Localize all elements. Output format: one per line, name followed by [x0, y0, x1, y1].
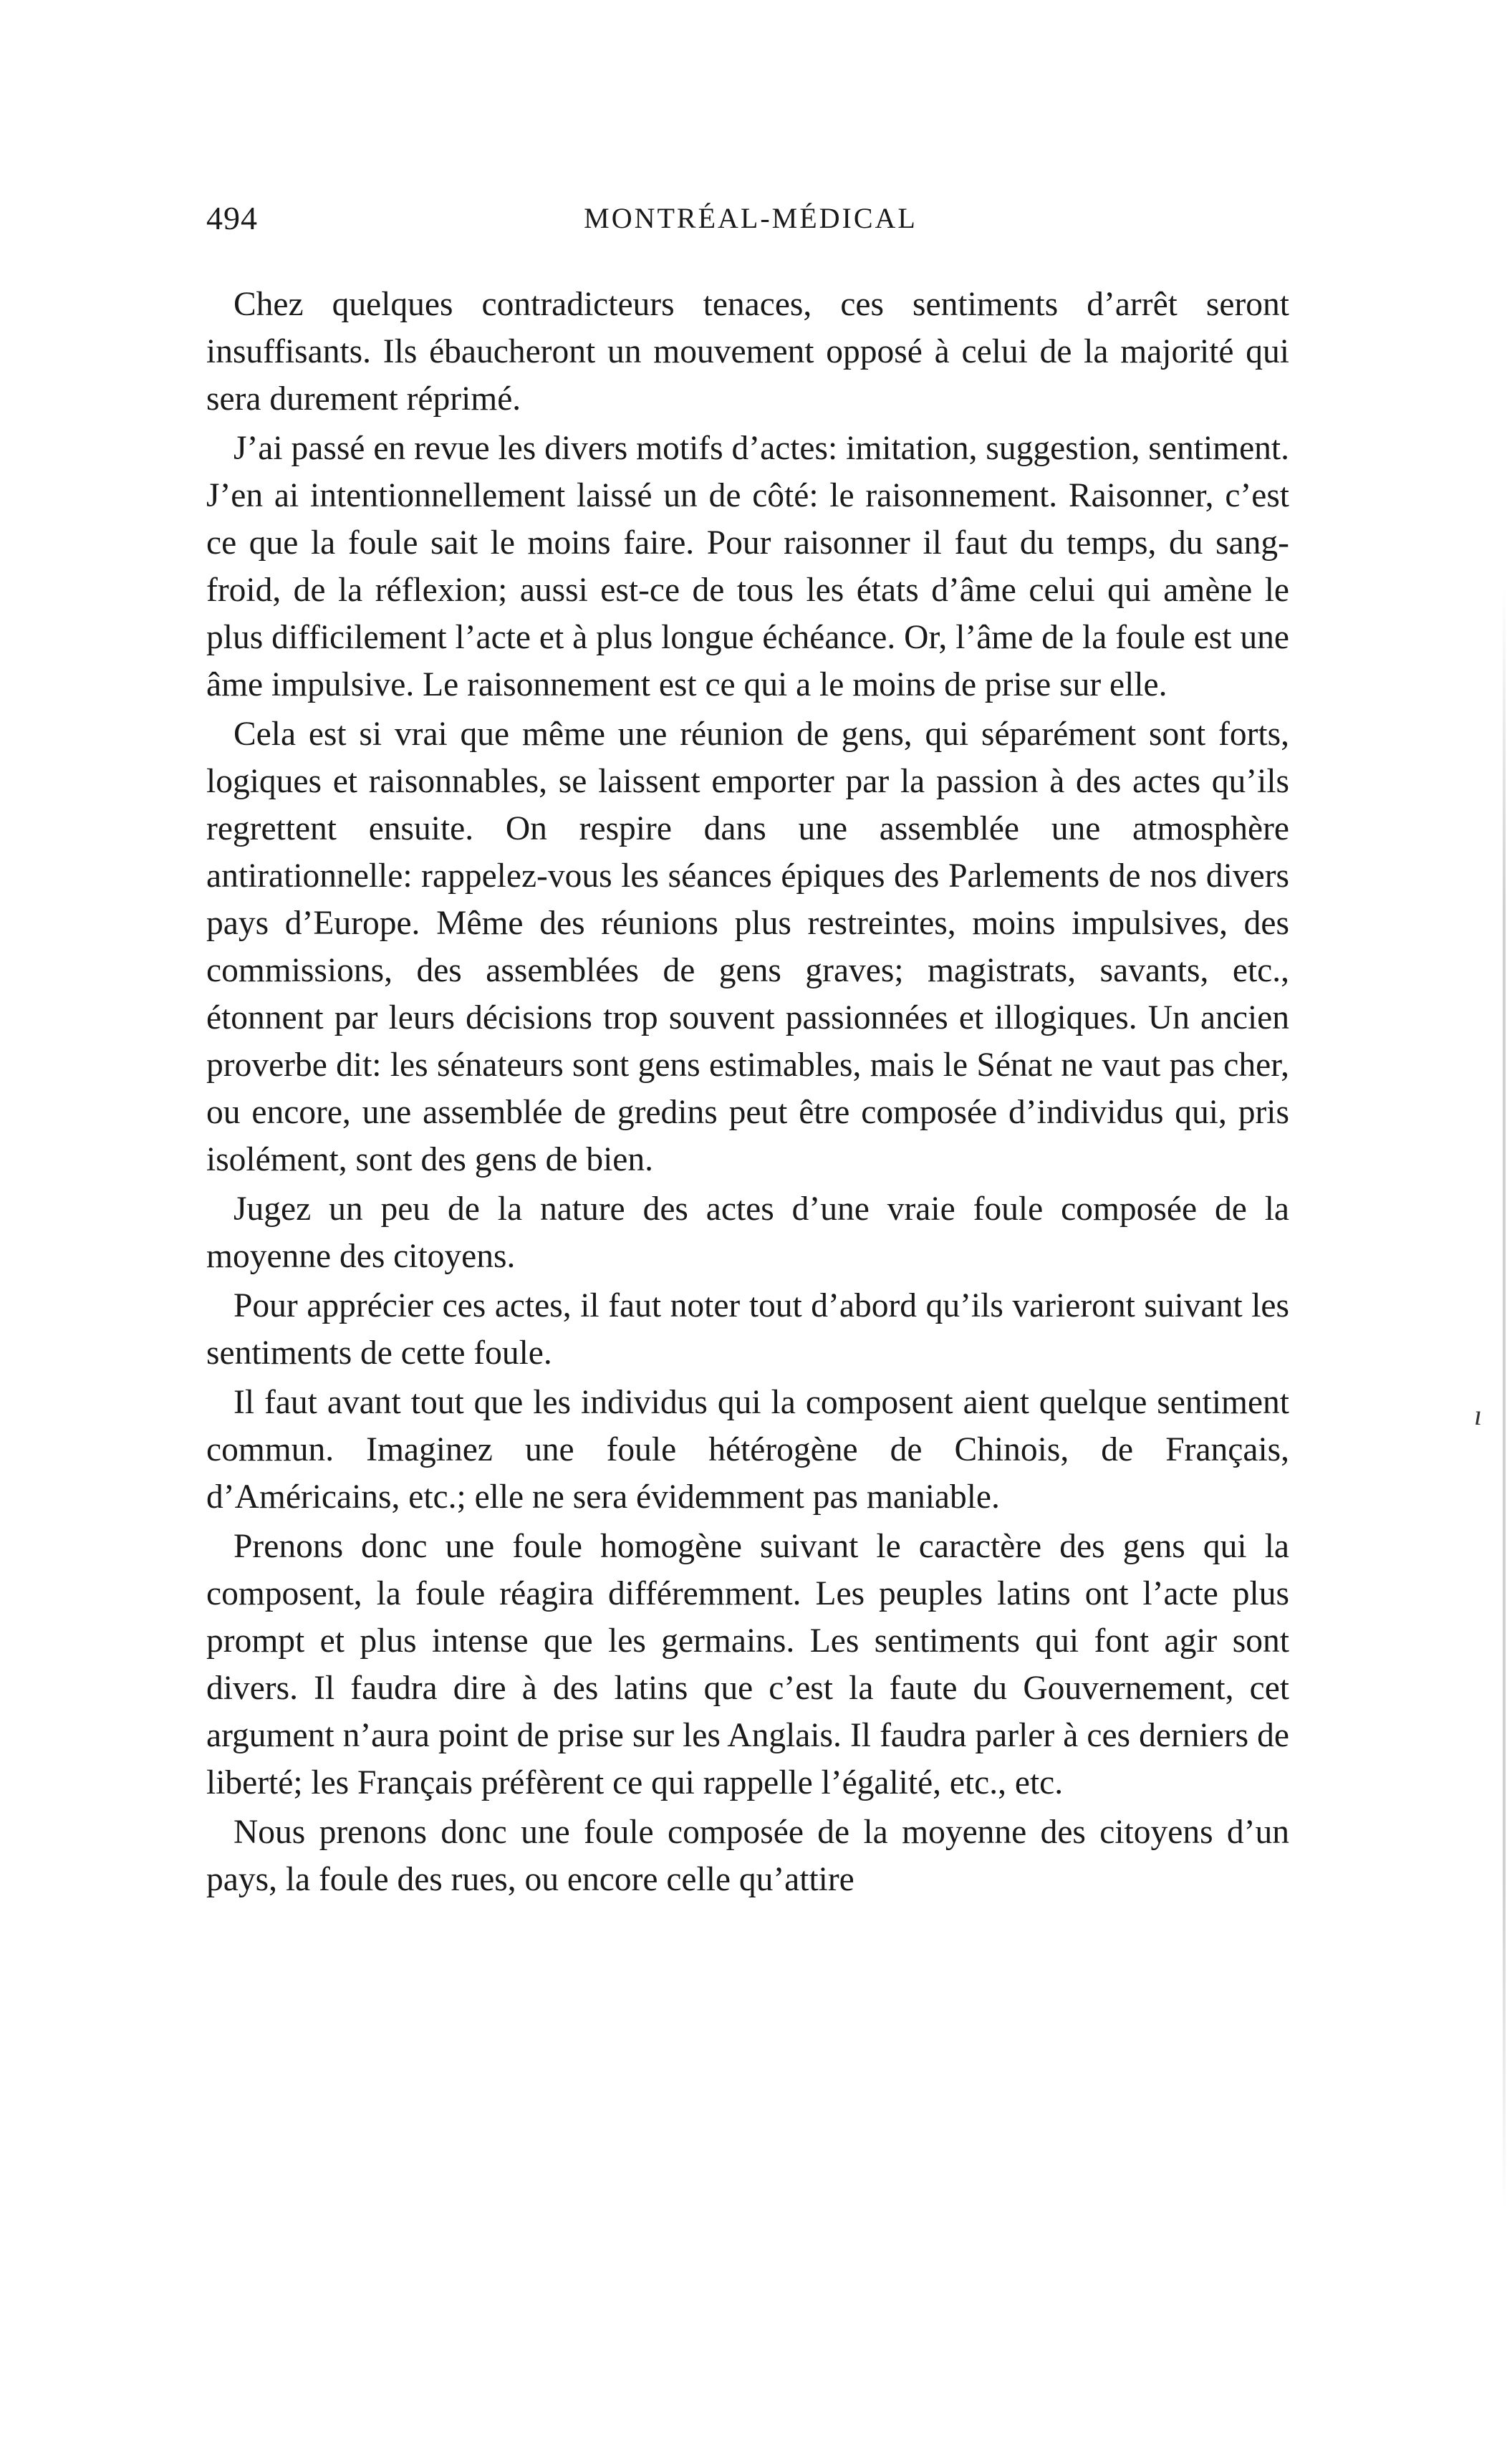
paragraph-6: Il faut avant tout que les individus qui la composent aient quelque sentiment commun. Imaginez une foule hétérogène de Chinois, de Français, d’Américains, etc.; elle ne sera évidemment pas maniable.: [206, 1384, 1289, 1516]
page-number: 494: [206, 200, 258, 236]
paragraph-1: Chez quelques contradicteurs tenaces, ces sentiments d’arrêt seront insuffisants. Ils ébaucheront un mouvement opposé à celui de la majorité qui sera durement réprimé.: [206, 286, 1289, 418]
paragraph-7: Prenons donc une foule homogène suivant le caractère des gens qui la composent, la foule réagira différemment. Les peuples latins ont l’acte plus prompt et plus intense que les germains. Les sentiments qui font agir sont divers. Il faudra dire à des latins que c’est la faute du Gouvernement, cet argument n’aura point de prise sur les Anglais. Il faudra parler à ces derniers de liberté; les Français préfèrent ce qui rappelle l’égalité, etc., etc.: [206, 1528, 1289, 1801]
journal-title: MONTRÉAL-MÉDICAL: [584, 202, 918, 234]
paragraph-3: Cela est si vrai que même une réunion de gens, qui séparément sont forts, logiques et raisonnables, se laissent emporter par la passion à des actes qu’ils regrettent ensuite. On respire dans une assemblée une atmosphère antirationnelle: rappelez-vous les séances épiques des Parlements de nos divers pays d’Europe. Même des réunions plus restreintes, moins impulsives, des commissions, des assemblées de gens graves; magistrats, savants, etc., étonnent par leurs décisions trop souvent passionnées et illogiques. Un ancien proverbe dit: les sénateurs sont gens estimables, mais le Sénat ne vaut pas cher, ou encore, une assemblée de gredins peut être composée d’individus qui, pris isolément, sont des gens de bien.: [206, 716, 1289, 1178]
running-head: [206, 193, 1295, 244]
margin-mark: ı: [1474, 1399, 1483, 1431]
paragraph-2: J’ai passé en revue les divers motifs d’actes: imitation, suggestion, sentiment. J’en ai intentionnellement laissé un de côté: le raisonnement. Raisonner, c’est ce que la foule sait le moins faire. Pour raisonner il faut du temps, du sang-froid, de la réflexion; aussi est-ce de tous les états d’âme celui qui amène le plus difficilement l’acte et à plus longue échéance. Or, l’âme de la foule est une âme impulsive. Le raisonnement est ce qui a le moins de prise sur elle.: [206, 430, 1289, 703]
page-edge-shadow: [1503, 587, 1506, 2206]
paragraph-8: Nous prenons donc une foule composée de la moyenne des citoyens d’un pays, la foule des rues, ou encore celle qu’attire: [206, 1814, 1289, 1898]
paragraph-5: Pour apprécier ces actes, il faut noter tout d’abord qu’ils varieront suivant les sentiments de cette foule.: [206, 1287, 1289, 1372]
paragraph-4: Jugez un peu de la nature des actes d’une vraie foule composée de la moyenne des citoyens.: [206, 1190, 1289, 1275]
body-text: [206, 281, 1289, 1903]
